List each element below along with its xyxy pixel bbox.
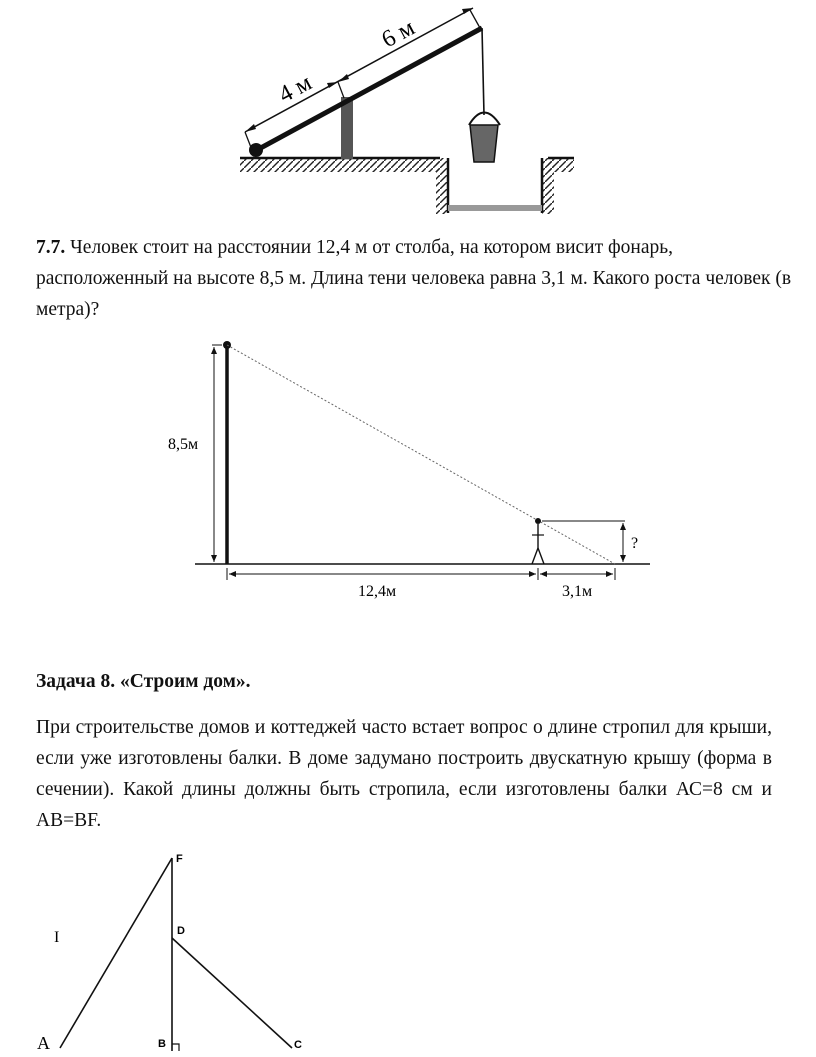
segment-DC: [172, 938, 292, 1048]
task-8-title: Задача 8. «Строим дом».: [36, 671, 251, 692]
rafter-AF: [60, 858, 172, 1048]
label-D: D: [177, 925, 185, 937]
lever-weight: [249, 143, 263, 157]
height-label: 8,5м: [168, 436, 199, 453]
label-I: I: [54, 929, 60, 946]
problem-7-7-number: 7.7.: [36, 237, 66, 258]
task-8-text: При строительстве домов и коттеджей часто встает вопрос о длине стропил для крыши, если уже изготовлены балки. В доме задумано построить двускатную крышу (форма в сечении). Какой длины должны быть стропила, если изготовлены балки АС=8 см и АВ=BF.: [36, 717, 772, 831]
support-post: [341, 97, 353, 159]
problem-7-7-text: Человек стоит на расстоянии 12,4 м от столба, на котором висит фонарь, расположенный на высоте 8,5 м. Длина тени человека равна 3,1 м. Какого роста человек (в метра)?: [36, 237, 792, 320]
label-6m: 6 м: [377, 14, 420, 54]
label-A: A: [37, 1033, 50, 1053]
well-lever-figure: [230, 0, 590, 222]
bucket: [470, 125, 498, 162]
label-F: F: [176, 853, 183, 865]
roof-figure: [30, 848, 330, 1057]
light-ray: [227, 345, 615, 564]
distance-label: 12,4м: [358, 583, 397, 600]
lamp-shadow-figure: [160, 330, 660, 610]
label-4m: 4 м: [274, 69, 317, 109]
shadow-label: 3,1м: [562, 583, 593, 600]
unknown-label: ?: [631, 535, 639, 552]
label-C: C: [294, 1039, 302, 1051]
rope: [482, 28, 484, 115]
label-B: B: [158, 1038, 166, 1050]
person-head: [535, 518, 541, 524]
problem-7-7: [36, 232, 796, 325]
ground-left: [240, 158, 440, 172]
